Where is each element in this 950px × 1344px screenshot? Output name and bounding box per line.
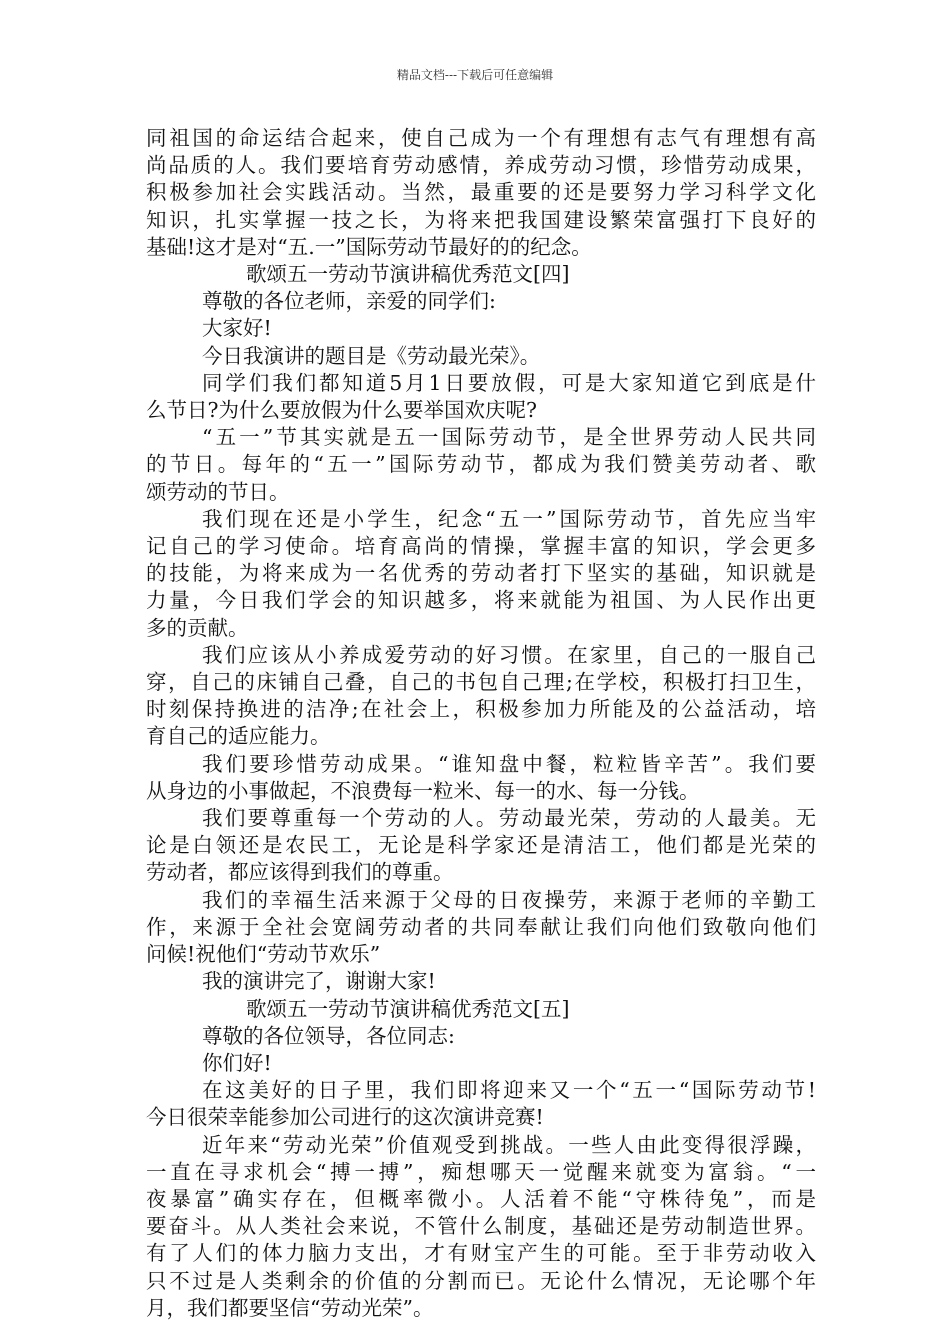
paragraph-line: 我们应该从小养成爱劳动的好习惯。在家里，自己的一服自己 xyxy=(202,642,816,667)
document-body xyxy=(146,125,816,1322)
paragraph-line: 你们好! xyxy=(202,1050,272,1075)
paragraph-line: 记自己的学习使命。培育高尚的情操，掌握丰富的知识，学会更多 xyxy=(146,534,816,559)
paragraph-line: 问候!祝他们“劳动节欢乐” xyxy=(146,942,381,967)
paragraph-line: “五一”节其实就是五一国际劳动节，是全世界劳动人民共同 xyxy=(202,425,816,450)
paragraph-line: 今日很荣幸能参加公司进行的这次演讲竞赛! xyxy=(146,1105,544,1130)
paragraph-line: 同祖国的命运结合起来，使自己成为一个有理想有志气有理想有高 xyxy=(146,126,816,150)
paragraph-line: 大家好! xyxy=(202,316,272,341)
paragraph-line: 近年来“劳动光荣”价值观受到挑战。一些人由此变得很浮躁， xyxy=(202,1132,816,1157)
paragraph-line: 基础!这才是对“五.一”国际劳动节最好的的纪念。 xyxy=(146,234,592,259)
paragraph-line: 论是白领还是农民工，无论是科学家还是清洁工，他们都是光荣的 xyxy=(146,833,816,858)
paragraph-line: 穿，自己的床铺自己叠，自己的书包自己理;在学校，积极打扫卫生， xyxy=(146,670,816,695)
paragraph-line: 劳动者，都应该得到我们的尊重。 xyxy=(146,860,454,885)
paragraph-line: 我们现在还是小学生，纪念“五一”国际劳动节，首先应当牢 xyxy=(202,506,816,531)
section-heading: 歌颂五一劳动节演讲稿优秀范文[五] xyxy=(246,996,570,1021)
paragraph-line: 我们的幸福生活来源于父母的日夜操劳，来源于老师的辛勤工 xyxy=(202,887,816,912)
paragraph-line: 在这美好的日子里，我们即将迎来又一个“五一“国际劳动节! xyxy=(202,1078,816,1103)
paragraph-line: 尊敬的各位领导，各位同志: xyxy=(202,1023,455,1048)
paragraph-line: 尊敬的各位老师，亲爱的同学们: xyxy=(202,289,496,314)
paragraph-line: 要奋斗。从人类社会来说，不管什么制度，基础还是劳动制造世界。 xyxy=(146,1214,816,1239)
paragraph-line: 颂劳动的节日。 xyxy=(146,479,290,504)
paragraph-line: 从身边的小事做起，不浪费每一粒米、每一的水、每一分钱。 xyxy=(146,778,700,803)
paragraph-line: 今日我演讲的题目是《劳动最光荣》。 xyxy=(202,343,541,368)
page-header: 精品文档---下载后可任意编辑 xyxy=(396,68,554,82)
paragraph-line: 知识，扎实掌握一技之长，为将来把我国建设繁荣富强打下良好的 xyxy=(146,207,816,232)
paragraph-line: 作，来源于全社会宽阔劳动者的共同奉献让我们向他们致敬向他们 xyxy=(146,914,816,939)
paragraph-line: 有了人们的体力脑力支出，才有财宝产生的可能。至于非劳动收入 xyxy=(146,1241,816,1266)
section-heading: 歌颂五一劳动节演讲稿优秀范文[四] xyxy=(246,262,570,287)
paragraph-line: 尚品质的人。我们要培育劳动感情，养成劳动习惯，珍惜劳动成果， xyxy=(146,153,816,178)
paragraph-line: 我们要尊重每一个劳动的人。劳动最光荣，劳动的人最美。无 xyxy=(202,806,816,831)
paragraph-line: 我们要珍惜劳动成果。“谁知盘中餐，粒粒皆辛苦”。我们要 xyxy=(202,751,816,776)
paragraph-line: 育自己的适应能力。 xyxy=(146,724,331,749)
paragraph-line: 力量，今日我们学会的知识越多，将来就能为祖国、为人民作出更 xyxy=(146,588,816,613)
paragraph-line: 我的演讲完了，谢谢大家! xyxy=(202,969,436,994)
paragraph-line: 积极参加社会实践活动。当然，最重要的还是要努力学习科学文化 xyxy=(146,180,816,205)
paragraph-line: 的节日。每年的“五一”国际劳动节，都成为我们赞美劳动者、歌 xyxy=(146,452,816,477)
paragraph-line: 么节日?为什么要放假为什么要举国欢庆呢? xyxy=(146,398,537,423)
paragraph-line: 夜暴富”确实存在，但概率微小。人活着不能“守株待兔”，而是 xyxy=(146,1186,816,1211)
paragraph-line: 时刻保持换进的洁净;在社会上，积极参加力所能及的公益活动，培 xyxy=(146,697,816,722)
paragraph-line: 多的贡献。 xyxy=(146,615,249,640)
paragraph-line: 同学们我们都知道5月1日要放假，可是大家知道它到底是什 xyxy=(202,370,816,395)
paragraph-line: 月，我们都要坚信“劳动光荣”。 xyxy=(146,1295,434,1320)
paragraph-line: 只不过是人类剩余的价值的分割而已。无论什么情况，无论哪个年 xyxy=(146,1268,816,1293)
paragraph-line: 一直在寻求机会“搏一搏”，痴想哪天一觉醒来就变为富翁。“一 xyxy=(146,1159,816,1184)
paragraph-line: 的技能，为将来成为一名优秀的劳动者打下坚实的基础，知识就是 xyxy=(146,561,816,586)
